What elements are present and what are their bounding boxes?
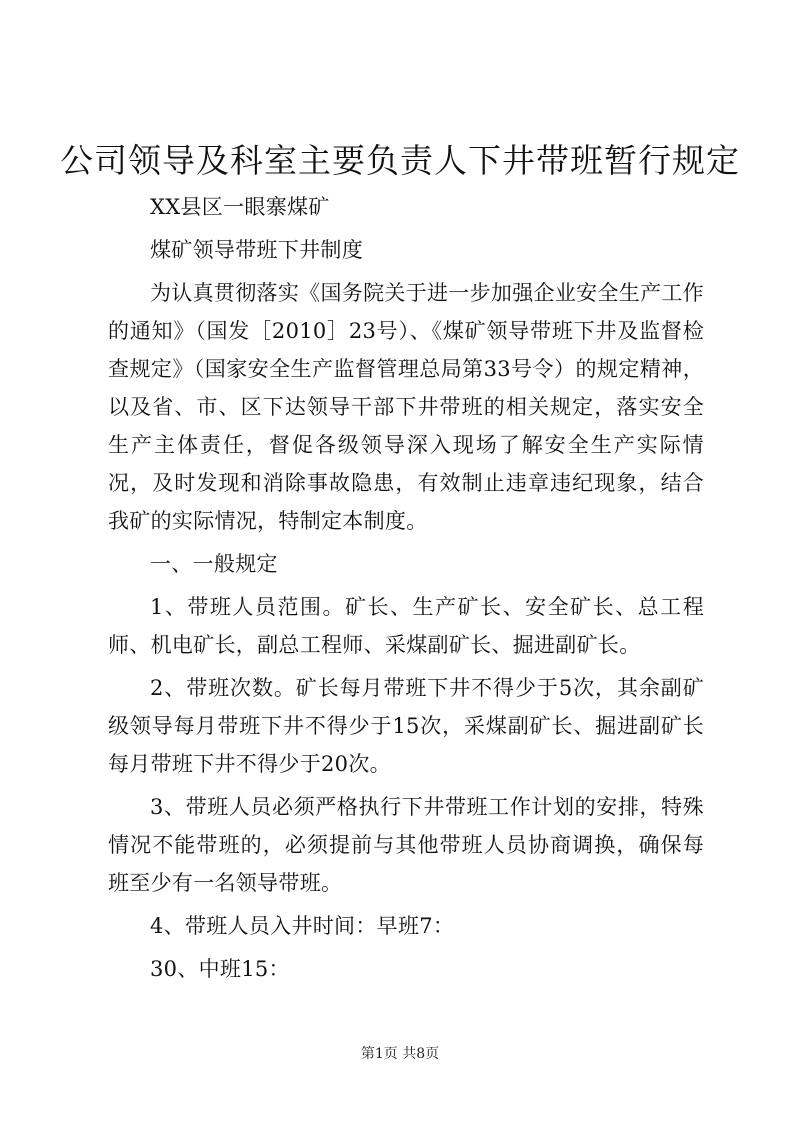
paragraph-rule-2: 2、带班次数。矿长每月带班下井不得少于5次，其余副矿级领导每月带班下井不得少于15次，采煤副矿长、掘进副矿长每月带班下井不得少于20次。: [108, 676, 704, 776]
paragraph-mine-name: XX县区一眼寨煤矿: [150, 195, 330, 219]
paragraph-rule-3: 3、带班人员必须严格执行下井带班工作计划的安排，特殊情况不能带班的，必须提前与其他带班人员协商调换，确保每班至少有一名领导带班。: [108, 795, 704, 895]
document-body: [108, 188, 704, 988]
document-title: 公司领导及科室主要负责人下井带班暂行规定: [60, 141, 740, 180]
section-heading-general: 一、一般规定: [150, 552, 278, 576]
paragraph-rule-4: 4、带班人员入井时间：早班7：: [150, 914, 455, 938]
paragraph-rule-4-continued: 30、中班15：: [150, 957, 290, 981]
paragraph-system-name: 煤矿领导带班下井制度: [150, 238, 363, 262]
paragraph-preamble: 为认真贯彻落实《国务院关于进一步加强企业安全生产工作的通知》（国发［2010］23号）、《煤矿领导带班下井及监督检查规定》（国家安全生产监督管理总局第33号令）的规定精神，以及省、市、区下达领导干部下井带班的相关规定，落实安全生产主体责任，督促各级领导深入现场了解安全生产实际情况，及时发现和消除事故隐患，有效制止违章违纪现象，结合我矿的实际情况，特制定本制度。: [108, 281, 704, 533]
page-number-footer: 第1页 共8页: [360, 1046, 440, 1062]
paragraph-rule-1: 1、带班人员范围。矿长、生产矿长、安全矿长、总工程师、机电矿长，副总工程师、采煤副矿长、掘进副矿长。: [108, 595, 704, 657]
